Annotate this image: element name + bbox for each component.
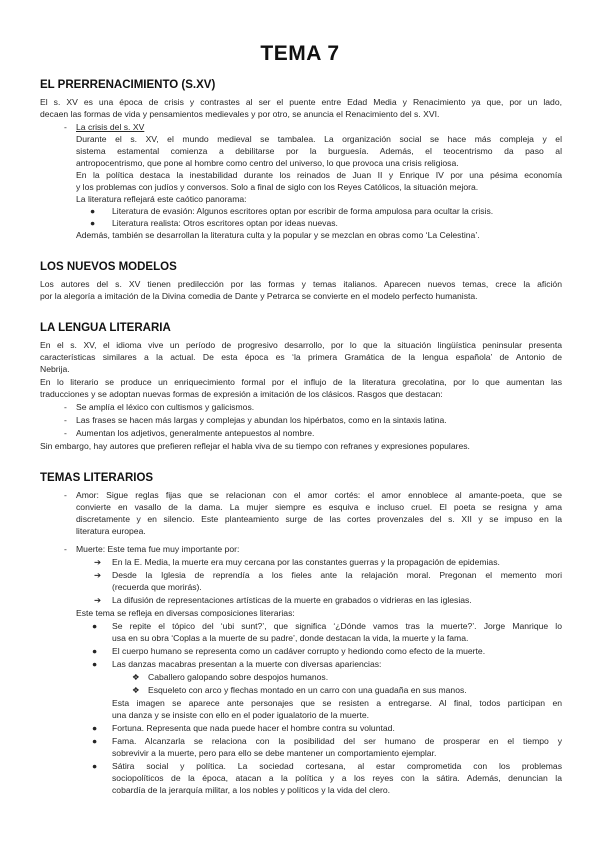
paragraph-line: discretamente y en silencio. Este planteamiento surge de las cortes provenzales del s. XII y se impuso en la	[76, 514, 562, 524]
arrow-marker: ➔	[94, 595, 102, 605]
list-item-continuation: sobrevivir a la muerte, pero para ello se debe mantener un comportamiento ejemplar.	[112, 748, 437, 758]
list-item: Literatura realista: Otros escritores optan por ideas nuevas.	[112, 218, 338, 228]
paragraph-line: En el s. XV, el idioma vive un período de progresivo desarrollo, por lo que la situación lingüística peninsular presenta	[40, 340, 562, 350]
bullet-marker: ●	[90, 218, 96, 228]
list-item: El cuerpo humano se representa como un cadáver corrupto y hediondo como efecto de la muerte.	[112, 646, 486, 656]
section-heading-temas-literarios: TEMAS LITERARIOS	[40, 472, 154, 484]
paragraph-line: La literatura reflejará este caótico panorama:	[76, 194, 247, 204]
paragraph-line: antropocentrismo, que pone al hombre como centro del universo, lo que provoca una crisis religiosa.	[76, 158, 459, 168]
bullet-marker: ●	[92, 761, 98, 771]
list-item-continuation: (recuerda que morirás).	[112, 582, 202, 592]
sub-list-item: Esqueleto con arco y flechas montado en un carro con una guadaña en sus manos.	[148, 685, 467, 695]
paragraph-line: características similares a la actual. De esta época es ‘la primera Gramática de la lengua española’ de Antonio de	[40, 352, 562, 362]
section-heading-lengua-literaria: LA LENGUA LITERARIA	[40, 322, 171, 334]
page-title: TEMA 7	[260, 42, 340, 65]
paragraph-line: Amor: Sigue reglas fijas que se relacionan con el amor cortés: el amor ennoblece al amante-poeta, que se	[76, 490, 562, 500]
paragraph-line: Además, también se desarrollan la literatura culta y la popular y se mezclan en obras como ‘La Celestina’.	[76, 230, 480, 240]
dash-marker: -	[64, 428, 67, 438]
arrow-marker: ➔	[94, 557, 102, 567]
list-item-continuation: usa en su obra ‘Coplas a la muerte de su padre’, donde destacan la vida, la muerte y la fama.	[112, 633, 469, 643]
paragraph-line: sistema estamental comienza a debilitarse por la burguesía. Además, el teocentrismo da paso al	[76, 146, 562, 156]
diamond-marker: ❖	[132, 672, 140, 682]
paragraph-line: Nebrija.	[40, 364, 70, 374]
list-item: Se amplía el léxico con cultismos y galicismos.	[76, 402, 255, 412]
paragraph-line: literatura europea.	[76, 526, 146, 536]
paragraph-line: decaen las formas de vida y pensamientos medievales y por otro, se anuncia el Renacimiento del s. XVI.	[40, 109, 440, 119]
paragraph-line: por la alegoría a imitación de la Divina comedia de Dante y Petrarca se convierte en el modelo perfecto humanista.	[40, 291, 478, 301]
paragraph-line: y los problemas con judíos y conversos. Solo a final de siglo con los Reyes Católicos, la situación mejora.	[76, 182, 479, 192]
subsection-title: La crisis del s. XV	[76, 122, 145, 132]
diamond-marker: ❖	[132, 685, 140, 695]
list-item-continuation: sociopolíticos de la época, atacan a la política y a los reyes con la sátira. Además, denuncian la	[112, 773, 562, 783]
sub-list-item: Caballero galopando sobre despojos humanos.	[148, 672, 329, 682]
paragraph-line: traducciones y se adoptan nuevas formas de expresión a imitación de los clásicos. Rasgos que destacan:	[40, 389, 443, 399]
bullet-marker: ●	[92, 646, 98, 656]
paragraph-line: Esta imagen se aparece ante personajes que se resisten a entregarse. Al final, todos participan en	[112, 698, 562, 708]
list-item: La difusión de representaciones artísticas de la muerte en grabados o vidrieras en las iglesias.	[112, 595, 472, 605]
dash-marker: -	[64, 122, 67, 132]
list-item: Se repite el tópico del ‘ubi sunt?’, que significa ‘¿Dónde vamos tras la muerte?’. Jorge Manrique lo	[112, 621, 562, 631]
paragraph-line: En la política destaca la inestabilidad durante los reinados de Juan II y Enrique IV por una pésima economía	[76, 170, 562, 180]
list-item: Aumentan los adjetivos, generalmente antepuestos al nombre.	[76, 428, 315, 438]
dash-marker: -	[64, 402, 67, 412]
paragraph-line: En lo literario se produce un enriquecimiento formal por el influjo de la literatura grecolatina, por lo que aumentan las	[40, 377, 562, 387]
list-item: Fama. Alcanzarla se relaciona con la posibilidad del ser humano de prosperar en el tiempo y	[112, 736, 562, 746]
list-item: Desde la Iglesia de reprendía a los fieles ante la relajación moral. Pregonan el memento mori	[112, 570, 562, 580]
list-item-continuation: cobardía de la jerarquía militar, a los nobles y políticos y la vida del clero.	[112, 785, 391, 795]
dash-marker: -	[64, 415, 67, 425]
paragraph-line: Durante el s. XV, el mundo medieval se tambalea. La organización social se hace más compleja y el	[76, 134, 562, 144]
paragraph-line: Muerte: Este tema fue muy importante por:	[76, 544, 240, 554]
section-heading-nuevos-modelos: LOS NUEVOS MODELOS	[40, 261, 177, 273]
bullet-marker: ●	[92, 621, 98, 631]
bullet-marker: ●	[90, 206, 96, 216]
list-item: Sátira social y política. La sociedad cortesana, al estar comprometida con los problemas	[112, 761, 562, 771]
paragraph-line: El s. XV es una época de crisis y contrastes al ser el puente entre Edad Media y Renacimiento ya que, por un lado,	[40, 97, 562, 107]
list-item: Las danzas macabras presentan a la muerte con diversas apariencias:	[112, 659, 382, 669]
paragraph-line: convierte en vasallo de la dama. La mujer siempre es esquiva e incluso cruel. El poeta se resigna y ama	[76, 502, 562, 512]
bullet-marker: ●	[92, 723, 98, 733]
paragraph-line: una danza y se insiste con ello en el poder igualatorio de la muerte.	[112, 710, 370, 720]
arrow-marker: ➔	[94, 570, 102, 580]
paragraph-line: Los autores del s. XV tienen predilección por las formas y temas italianos. Aparecen nuevos temas, crece la afición	[40, 279, 562, 289]
list-item: En la E. Media, la muerte era muy cercana por las constantes guerras y la propagación de epidemias.	[112, 557, 500, 567]
paragraph-line: Este tema se refleja en diversas composiciones literarias:	[76, 608, 295, 618]
dash-marker: -	[64, 544, 67, 554]
list-item: Fortuna. Representa que nada puede hacer el hombre contra su voluntad.	[112, 723, 395, 733]
bullet-marker: ●	[92, 736, 98, 746]
paragraph-line: Sin embargo, hay autores que prefieren reflejar el habla viva de su tiempo con refranes y expresiones populares.	[40, 441, 470, 451]
list-item: Literatura de evasión: Algunos escritores optan por escribir de forma ampulosa para ocultar la crisis.	[112, 206, 494, 216]
section-heading-prerrenacimiento: EL PRERRENACIMIENTO (S.XV)	[40, 79, 216, 91]
dash-marker: -	[64, 490, 67, 500]
bullet-marker: ●	[92, 659, 98, 669]
list-item: Las frases se hacen más largas y complejas y abundan los hipérbatos, como en la sintaxis latina.	[76, 415, 447, 425]
